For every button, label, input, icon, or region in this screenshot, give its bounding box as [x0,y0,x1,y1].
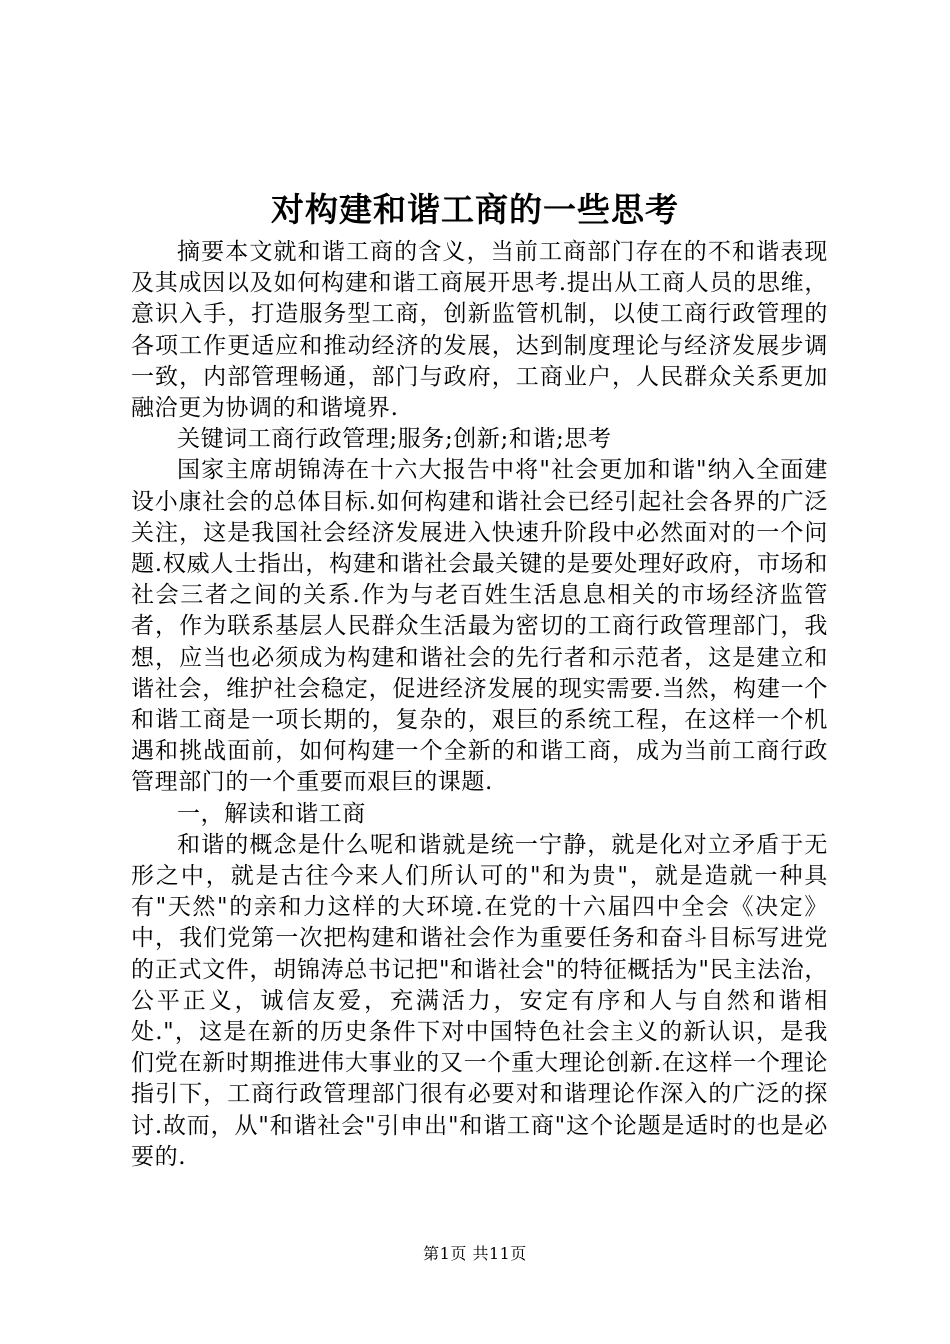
section-heading: 一，解读和谐工商 [177,800,366,827]
intro-paragraph: 国家主席胡锦涛在十六大报告中将"社会更加和谐"纳入全面建设小康社会的总体目标.如何构建和谐社会已经引起社会各界的广泛关注，这是我国社会经济发展进入快速升阶段中必然面对的一个问题.权威人士指出，构建和谐社会最关键的是要处理好政府，市场和社会三者之间的关系.作为与老百姓生活息息相关的市场经济监管者，作为联系基层人民群众生活最为密切的工商行政管理部门，我想，应当也必须成为构建和谐社会的先行者和示范者，这是建立和谐社会，维护社会稳定，促进经济发展的现实需要.当然，构建一个和谐工商是一项长期的，复杂的，艰巨的系统工程，在这样一个机遇和挑战面前，如何构建一个全新的和谐工商，成为当前工商行政管理部门的一个重要而艰巨的课题. [131,457,828,796]
section-paragraph: 和谐的概念是什么呢和谐就是统一宁静，就是化对立矛盾于无形之中，就是古往今来人们所认可的"和为贵"，就是造就一种具有"天然"的亲和力这样的大环境.在党的十六届四中全会《决定》中，我们党第一次把构建和谐社会作为重要任务和奋斗目标写进党的正式文件，胡锦涛总书记把"和谐社会"的特征概括为"民主法治，公平正义，诚信友爱，充满活力，安定有序和人与自然和谐相处."，这是在新的历史条件下对中国特色社会主义的新认识，是我们党在新时期推进伟大事业的又一个重大理论创新.在这样一个理论指引下，工商行政管理部门很有必要对和谐理论作深入的广泛的探讨.故而，从"和谐社会"引申出"和谐工商"这个论题是适时的也是必要的. [131,831,828,1170]
keywords-paragraph: 关键词工商行政管理;服务;创新;和谐;思考 [177,426,612,453]
page-footer: 第1页 共11页 [423,1244,527,1263]
document-body [131,237,828,1173]
abstract-paragraph: 摘要本文就和谐工商的含义，当前工商部门存在的不和谐表现及其成因以及如何构建和谐工商展开思考.提出从工商人员的思维，意识入手，打造服务型工商，创新监管机制，以使工商行政管理的各项工作更适应和推动经济的发展，达到制度理论与经济发展步调一致，内部管理畅通，部门与政府，工商业户，人民群众关系更加融洽更为协调的和谐境界. [131,239,828,422]
document-title: 对构建和谐工商的一些思考 [271,190,679,229]
